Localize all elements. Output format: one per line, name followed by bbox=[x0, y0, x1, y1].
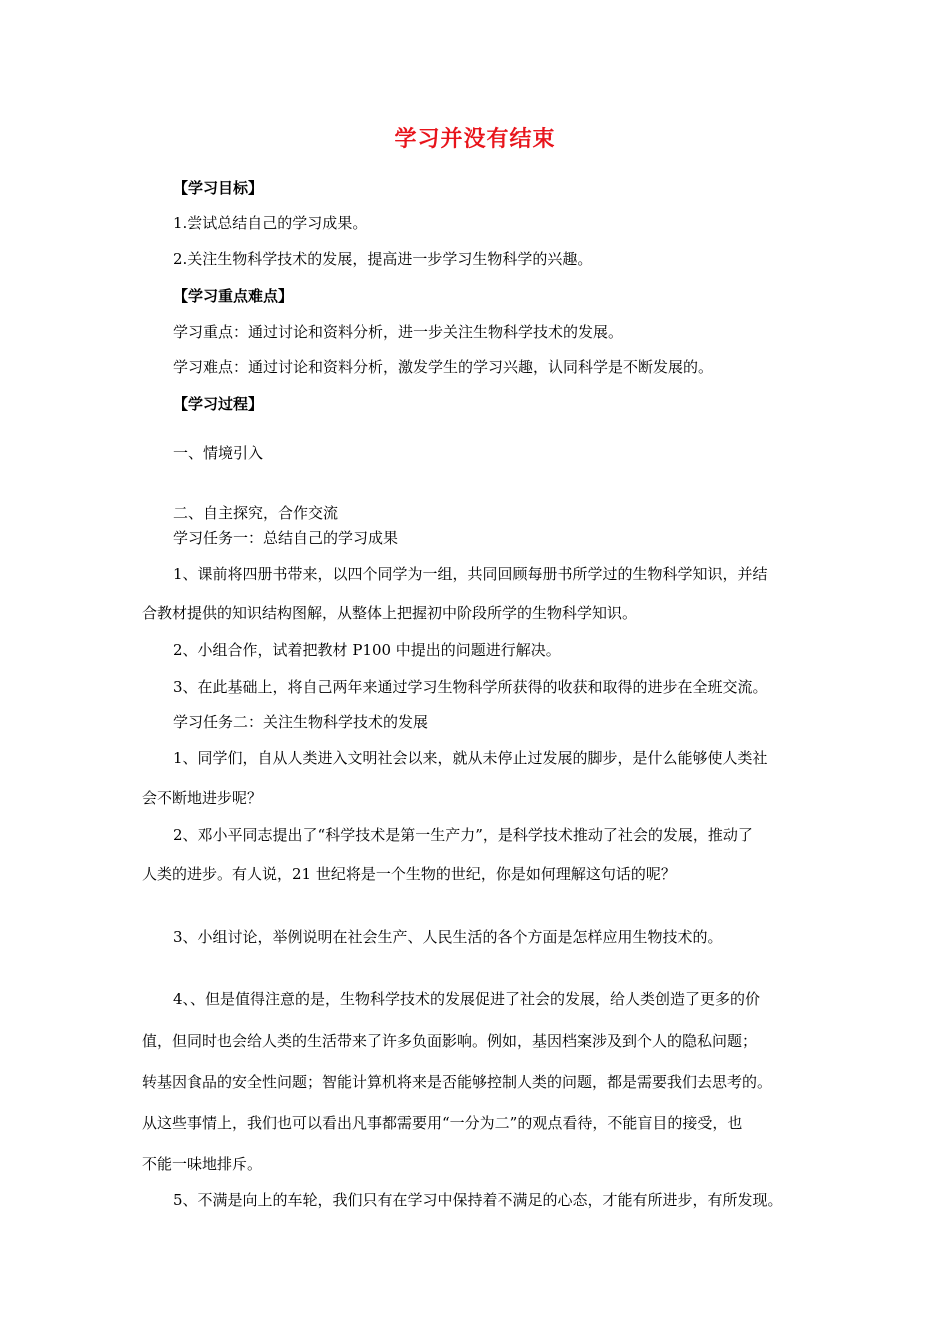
paragraph-line: 1、同学们，自从人类进入文明社会以来，就从未停止过发展的脚步，是什么能够使人类社 bbox=[173, 749, 768, 767]
paragraph-line: 3、小组讨论，举例说明在社会生产、人民生活的各个方面是怎样应用生物技术的。 bbox=[173, 928, 723, 946]
paragraph-line: 3、在此基础上，将自己两年来通过学习生物科学所获得的收获和取得的进步在全班交流。 bbox=[173, 678, 768, 696]
task-one-title: 学习任务一：总结自己的学习成果 bbox=[173, 529, 399, 547]
paragraph-line: 从这些事情上，我们也可以看出凡事都需要用“一分为二”的观点看待，不能盲目的接受，也 bbox=[142, 1114, 743, 1132]
paragraph-line: 1、课前将四册书带来，以四个同学为一组，共同回顾每册书所学过的生物科学知识，并结 bbox=[173, 565, 768, 583]
objective-item: 1.尝试总结自己的学习成果。 bbox=[173, 214, 368, 232]
objective-item: 2.关注生物科学技术的发展，提高进一步学习生物科学的兴趣。 bbox=[173, 250, 593, 268]
paragraph-line: 不能一味地排斥。 bbox=[142, 1155, 263, 1173]
keypoints-heading: 【学习重点难点】 bbox=[173, 287, 294, 305]
paragraph-line: 人类的进步。有人说，21 世纪将是一个生物的世纪，你是如何理解这句话的呢？ bbox=[142, 865, 676, 883]
paragraph-line: 2、小组合作，试着把教材 P100 中提出的问题进行解决。 bbox=[173, 641, 561, 659]
keypoint-item: 学习难点：通过讨论和资料分析，激发学生的学习兴趣，认同科学是不断发展的。 bbox=[173, 358, 714, 376]
paragraph-line: 2、邓小平同志提出了“科学技术是第一生产力”，是科学技术推动了社会的发展，推动了 bbox=[173, 826, 753, 844]
keypoint-item: 学习重点：通过讨论和资料分析，进一步关注生物科学技术的发展。 bbox=[173, 323, 624, 341]
paragraph-line: 转基因食品的安全性问题；智能计算机将来是否能够控制人类的问题，都是需要我们去思考的。 bbox=[142, 1073, 773, 1091]
paragraph-line: 5、不满是向上的车轮，我们只有在学习中保持着不满足的心态，才能有所进步，有所发现。 bbox=[173, 1191, 783, 1209]
part-one-heading: 一、情境引入 bbox=[173, 444, 264, 462]
task-two-title: 学习任务二：关注生物科学技术的发展 bbox=[173, 713, 429, 731]
document-title: 学习并没有结束 bbox=[394, 126, 556, 152]
objectives-heading: 【学习目标】 bbox=[173, 179, 264, 197]
process-heading: 【学习过程】 bbox=[173, 395, 264, 413]
paragraph-line: 值，但同时也会给人类的生活带来了许多负面影响。例如，基因档案涉及到个人的隐私问题； bbox=[142, 1032, 758, 1050]
paragraph-line: 4、、但是值得注意的是，生物科学技术的发展促进了社会的发展，给人类创造了更多的价 bbox=[173, 990, 761, 1008]
part-two-heading: 二、自主探究，合作交流 bbox=[173, 504, 339, 522]
paragraph-line: 合教材提供的知识结构图解，从整体上把握初中阶段所学的生物科学知识。 bbox=[142, 604, 638, 622]
paragraph-line: 会不断地进步呢？ bbox=[142, 789, 263, 807]
